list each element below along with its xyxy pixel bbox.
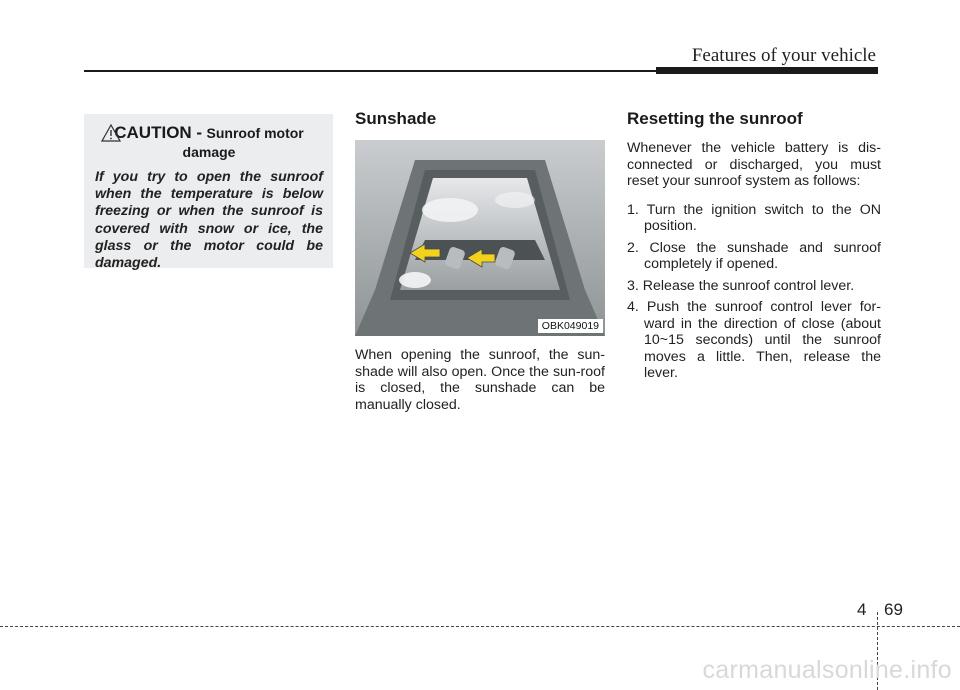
header-rule-accent	[656, 67, 878, 74]
reset-section	[627, 108, 881, 387]
sunshade-body: When opening the sunroof, the sun-shade will also open. Once the sun-roof is closed, the sunshade can be manually closed.	[355, 347, 605, 413]
sunshade-figure	[355, 140, 605, 336]
caution-topic-line1: Sunroof motor	[206, 125, 304, 141]
caution-box	[84, 114, 333, 272]
warning-triangle-icon	[101, 124, 121, 142]
reset-heading: Resetting the sunroof	[627, 109, 803, 128]
caution-topic-line2: damage	[182, 144, 236, 160]
reset-steps	[627, 202, 881, 382]
reset-intro: Whenever the vehicle battery is dis-connected or discharged, you must reset your sunroof system as follows:	[627, 140, 881, 189]
list-item: 3. Release the sunroof control lever.	[627, 277, 855, 294]
caution-label: CAUTION -	[114, 123, 203, 142]
sunshade-section	[355, 108, 605, 413]
list-item: 1. Turn the ignition switch to the ON position.	[627, 201, 881, 234]
footer-rule	[0, 626, 960, 627]
chapter-number: 4	[857, 600, 867, 619]
figure-code: OBK049019	[538, 319, 603, 333]
watermark: carmanualsonline.info	[702, 656, 952, 684]
sunshade-heading: Sunshade	[355, 109, 437, 128]
caution-body: If you try to open the sunroof when the temperature is below freezing or when the sunroof is covered with snow or ice, the glass or the motor could be damaged.	[95, 169, 323, 272]
caution-heading	[95, 124, 323, 162]
list-item: 4. Push the sunroof control lever for-ward in the direction of close (about 10~15 seconds) until the sunroof moves a little. Then, release the lever.	[627, 299, 881, 381]
section-title: Features of your vehicle	[691, 45, 876, 66]
header-rule	[84, 70, 656, 72]
sunroof-illustration	[355, 140, 605, 336]
list-item: 2. Close the sunshade and sunroof completely if opened.	[627, 239, 881, 272]
page-number: 69	[884, 600, 903, 619]
